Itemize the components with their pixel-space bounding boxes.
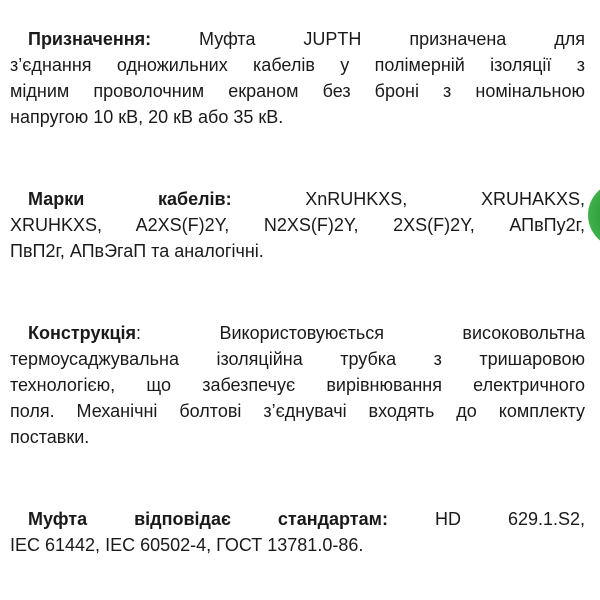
paragraph-label: Конструкція xyxy=(28,323,137,343)
text-line: поставки. xyxy=(10,427,90,447)
text-line: ПвП2г, АПвЭгаП та аналогічні. xyxy=(10,241,264,261)
paragraph-label: Муфта відповідає стандартам: xyxy=(28,509,388,529)
paragraph-standards xyxy=(10,506,585,558)
text-line: напругою 10 кВ, 20 кВ або 35 кВ. xyxy=(10,107,284,127)
text-line: Конструкція: Використовуюється високовольтна xyxy=(28,323,585,343)
text-line: Марки кабелів: XnRUHKXS, XRUHAKXS, xyxy=(28,189,585,209)
text-line: технологією, що забезпечує вирівнювання електричного xyxy=(10,375,585,395)
text-line: з’єднання одножильних кабелів у полімерній ізоляції з xyxy=(10,55,585,75)
text-line: поля. Механічні болтові з’єднувачі входять до комплекту xyxy=(10,401,585,421)
text-line: XRUHKXS, A2XS(F)2Y, N2XS(F)2Y, 2XS(F)2Y, АПвПу2г, xyxy=(10,215,585,235)
text-line: Призначення: Муфта JUPTH призначена для xyxy=(28,29,585,49)
paragraph-cable-marks xyxy=(10,186,585,264)
text-line: термоусаджувальна ізоляційна трубка з тришаровою xyxy=(10,349,585,369)
paragraph-purpose xyxy=(10,26,585,130)
text-line: мідним проволочним екраном без броні з номінальною xyxy=(10,81,585,101)
text-line: Муфта відповідає стандартам: HD 629.1.S2, xyxy=(28,509,586,529)
paragraph-construction xyxy=(10,320,585,450)
paragraph-label: Призначення: xyxy=(28,29,152,49)
paragraph-label: Марки кабелів: xyxy=(28,189,232,209)
text-line: IEC 61442, IEC 60502-4, ГОСТ 13781.0-86. xyxy=(10,535,364,555)
